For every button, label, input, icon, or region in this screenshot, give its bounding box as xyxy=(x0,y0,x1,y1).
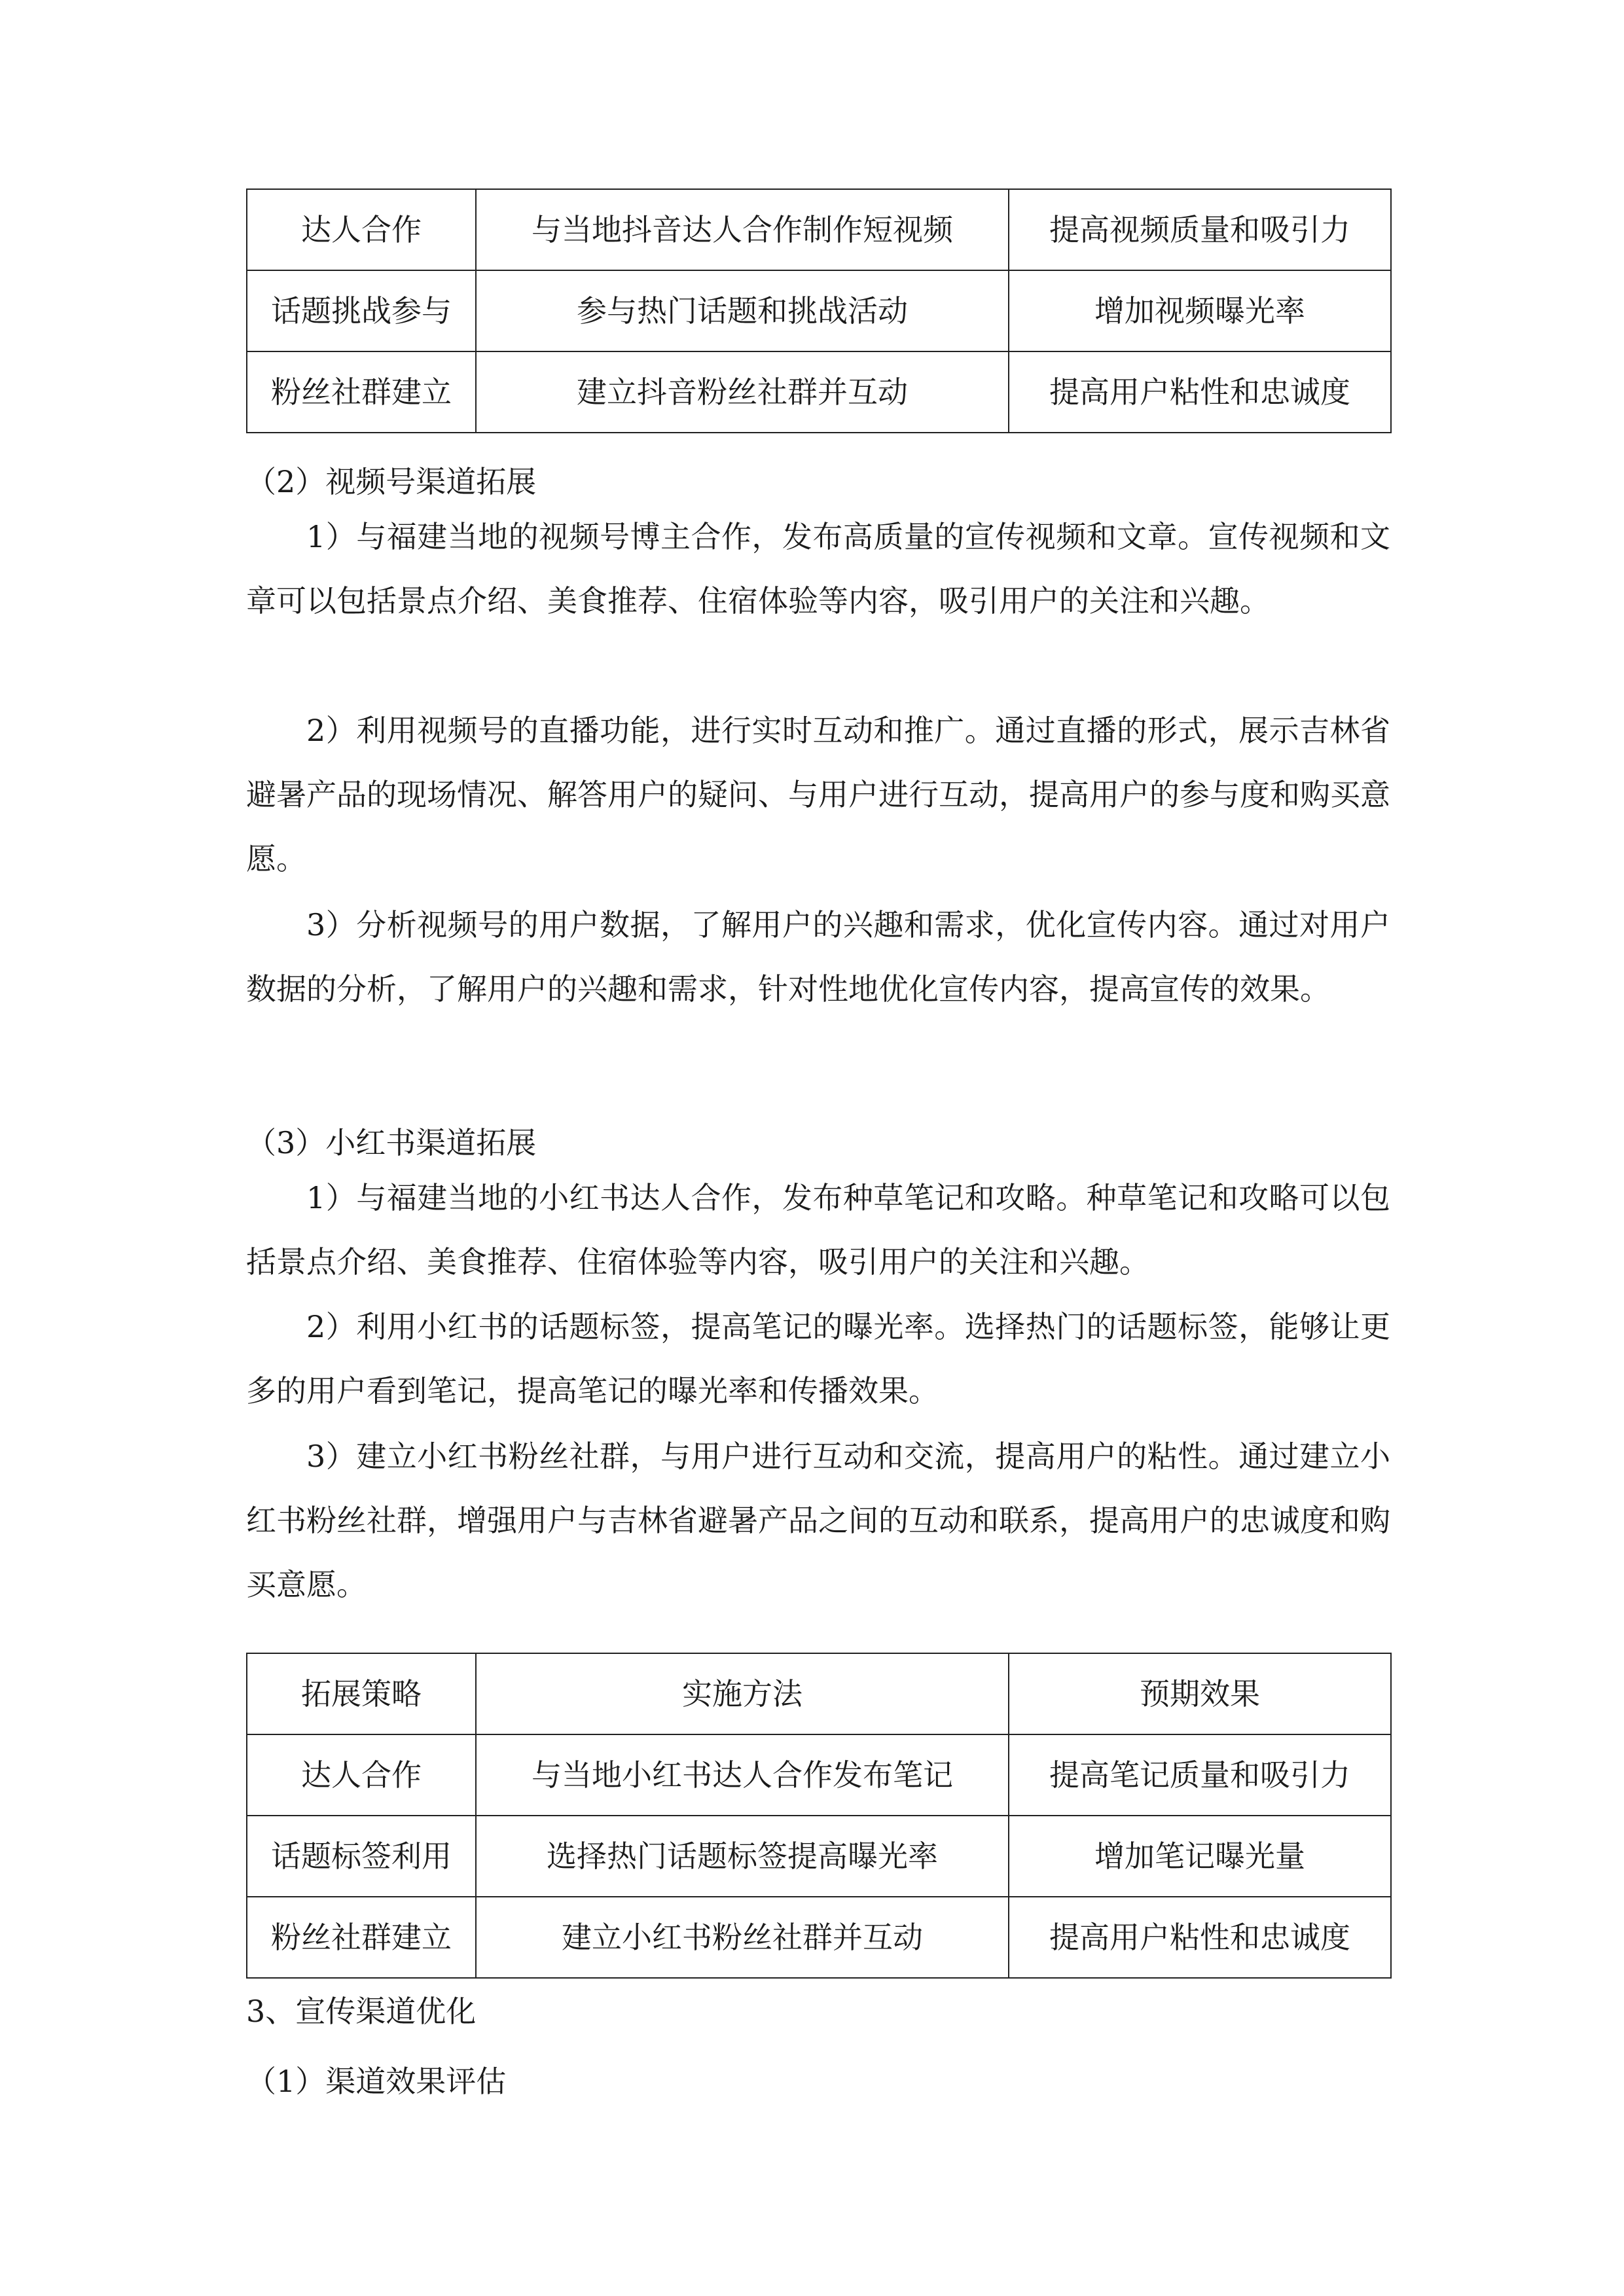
douyin-strategy-table xyxy=(246,188,1392,433)
table-cell: 提高视频质量和吸引力 xyxy=(1009,189,1391,270)
table-cell: 达人合作 xyxy=(247,189,476,270)
table-row xyxy=(247,270,1391,351)
table-cell: 提高笔记质量和吸引力 xyxy=(1009,1734,1391,1816)
table-cell: 粉丝社群建立 xyxy=(247,1897,476,1978)
paragraph: 3）建立小红书粉丝社群，与用户进行互动和交流，提高用户的粘性。通过建立小红书粉丝社群，增强用户与吉林省避暑产品之间的互动和联系，提高用户的忠诚度和购买意愿。 xyxy=(246,1439,1390,1602)
section-heading-optimization: 3、宣传渠道优化 xyxy=(246,1994,477,2029)
paragraph: 3）分析视频号的用户数据，了解用户的兴趣和需求，优化宣传内容。通过对用户数据的分析，了解用户的兴趣和需求，针对性地优化宣传内容，提高宣传的效果。 xyxy=(246,907,1390,1007)
table-cell: 与当地抖音达人合作制作短视频 xyxy=(476,189,1009,270)
table-cell: 建立抖音粉丝社群并互动 xyxy=(476,351,1009,433)
table-cell: 达人合作 xyxy=(247,1734,476,1816)
table-cell: 增加笔记曝光量 xyxy=(1009,1816,1391,1897)
table-header-cell: 预期效果 xyxy=(1009,1653,1391,1734)
table-row xyxy=(247,1734,1391,1816)
table-row xyxy=(247,189,1391,270)
paragraph: 2）利用视频号的直播功能，进行实时互动和推广。通过直播的形式，展示吉林省避暑产品的现场情况、解答用户的疑问、与用户进行互动，提高用户的参与度和购买意愿。 xyxy=(246,713,1390,876)
table-cell: 与当地小红书达人合作发布笔记 xyxy=(476,1734,1009,1816)
table-cell: 话题标签利用 xyxy=(247,1816,476,1897)
table-row xyxy=(247,1897,1391,1978)
table-cell: 增加视频曝光率 xyxy=(1009,270,1391,351)
section-heading-xiaohongshu: （3）小红书渠道拓展 xyxy=(246,1125,537,1160)
table-row xyxy=(247,351,1391,433)
section-heading-video-channel: （2）视频号渠道拓展 xyxy=(246,464,537,499)
paragraph: 2）利用小红书的话题标签，提高笔记的曝光率。选择热门的话题标签，能够让更多的用户看到笔记，提高笔记的曝光率和传播效果。 xyxy=(246,1309,1390,1408)
subsection-heading-evaluation: （1）渠道效果评估 xyxy=(246,2064,507,2099)
table-header-cell: 实施方法 xyxy=(476,1653,1009,1734)
table-cell: 建立小红书粉丝社群并互动 xyxy=(476,1897,1009,1978)
table-cell: 参与热门话题和挑战活动 xyxy=(476,270,1009,351)
table-cell: 提高用户粘性和忠诚度 xyxy=(1009,351,1391,433)
table-cell: 提高用户粘性和忠诚度 xyxy=(1009,1897,1391,1978)
table-cell: 话题挑战参与 xyxy=(247,270,476,351)
table-cell: 选择热门话题标签提高曝光率 xyxy=(476,1816,1009,1897)
table-row xyxy=(247,1816,1391,1897)
table-cell: 粉丝社群建立 xyxy=(247,351,476,433)
paragraph: 1）与福建当地的视频号博主合作，发布高质量的宣传视频和文章。宣传视频和文章可以包括景点介绍、美食推荐、住宿体验等内容，吸引用户的关注和兴趣。 xyxy=(246,519,1390,619)
table-header-cell: 拓展策略 xyxy=(247,1653,476,1734)
paragraph: 1）与福建当地的小红书达人合作，发布种草笔记和攻略。种草笔记和攻略可以包括景点介绍、美食推荐、住宿体验等内容，吸引用户的关注和兴趣。 xyxy=(246,1180,1390,1280)
xiaohongshu-strategy-table xyxy=(246,1653,1392,1979)
table-header-row xyxy=(247,1653,1391,1734)
